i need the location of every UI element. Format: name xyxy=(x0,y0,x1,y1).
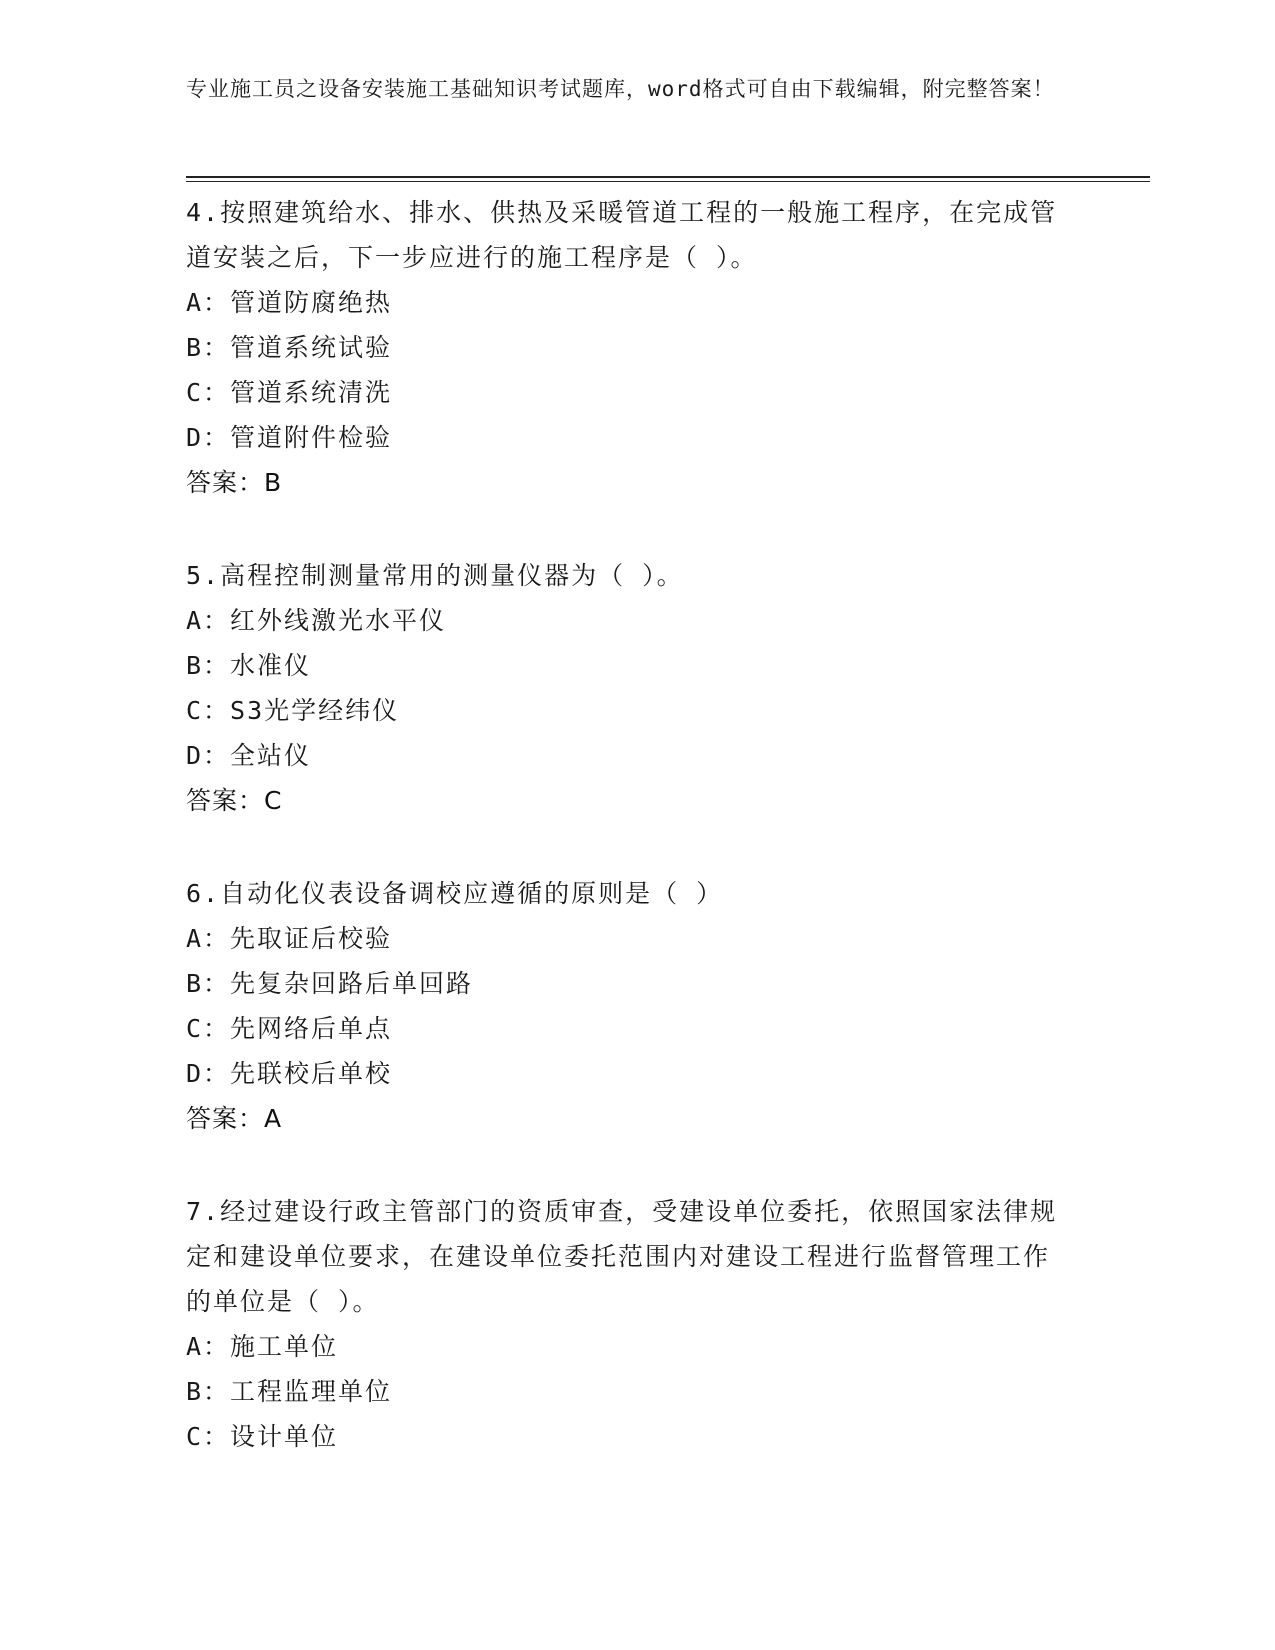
answer-label: 答案：A xyxy=(186,1104,283,1133)
option-a: A：红外线激光水平仪 xyxy=(186,606,447,635)
question-7 xyxy=(186,1189,1066,1459)
option-c: C：先网络后单点 xyxy=(186,1014,393,1043)
option-d: D：先联校后单校 xyxy=(186,1059,393,1088)
option-b: B：工程监理单位 xyxy=(186,1377,393,1406)
question-stem: 5.高程控制测量常用的测量仪器为（ ）。 xyxy=(186,561,684,590)
option-d: D：管道附件检验 xyxy=(186,423,393,452)
document-header xyxy=(186,74,1056,105)
question-stem: 4.按照建筑给水、排水、供热及采暖管道工程的一般施工程序，在完成管道安装之后，下一步应进行的施工程序是（ ）。 xyxy=(186,198,1058,272)
option-a: A：管道防腐绝热 xyxy=(186,288,393,317)
option-b: B：管道系统试验 xyxy=(186,333,393,362)
option-d: D：全站仪 xyxy=(186,741,312,770)
header-divider-thick xyxy=(186,176,1150,178)
question-stem: 6.自动化仪表设备调校应遵循的原则是（ ） xyxy=(186,879,724,908)
answer-label: 答案：C xyxy=(186,786,283,815)
option-b: B：先复杂回路后单回路 xyxy=(186,969,474,998)
option-c: C：设计单位 xyxy=(186,1422,339,1451)
header-divider-thin xyxy=(186,181,1150,182)
option-a: A：先取证后校验 xyxy=(186,924,393,953)
option-c: C：管道系统清洗 xyxy=(186,378,393,407)
question-6 xyxy=(186,871,1066,1141)
option-c: C：S3光学经纬仪 xyxy=(186,696,400,725)
question-list xyxy=(186,190,1066,1507)
option-a: A：施工单位 xyxy=(186,1332,339,1361)
question-4 xyxy=(186,190,1066,505)
header-text: 专业施工员之设备安装施工基础知识考试题库，word格式可自由下载编辑，附完整答案！ xyxy=(186,77,1055,101)
option-b: B：水准仪 xyxy=(186,651,312,680)
question-5 xyxy=(186,553,1066,823)
answer-label: 答案：B xyxy=(186,468,283,497)
question-stem: 7.经过建设行政主管部门的资质审查，受建设单位委托，依照国家法律规定和建设单位要求，在建设单位委托范围内对建设工程进行监督管理工作的单位是（ ）。 xyxy=(186,1197,1058,1316)
